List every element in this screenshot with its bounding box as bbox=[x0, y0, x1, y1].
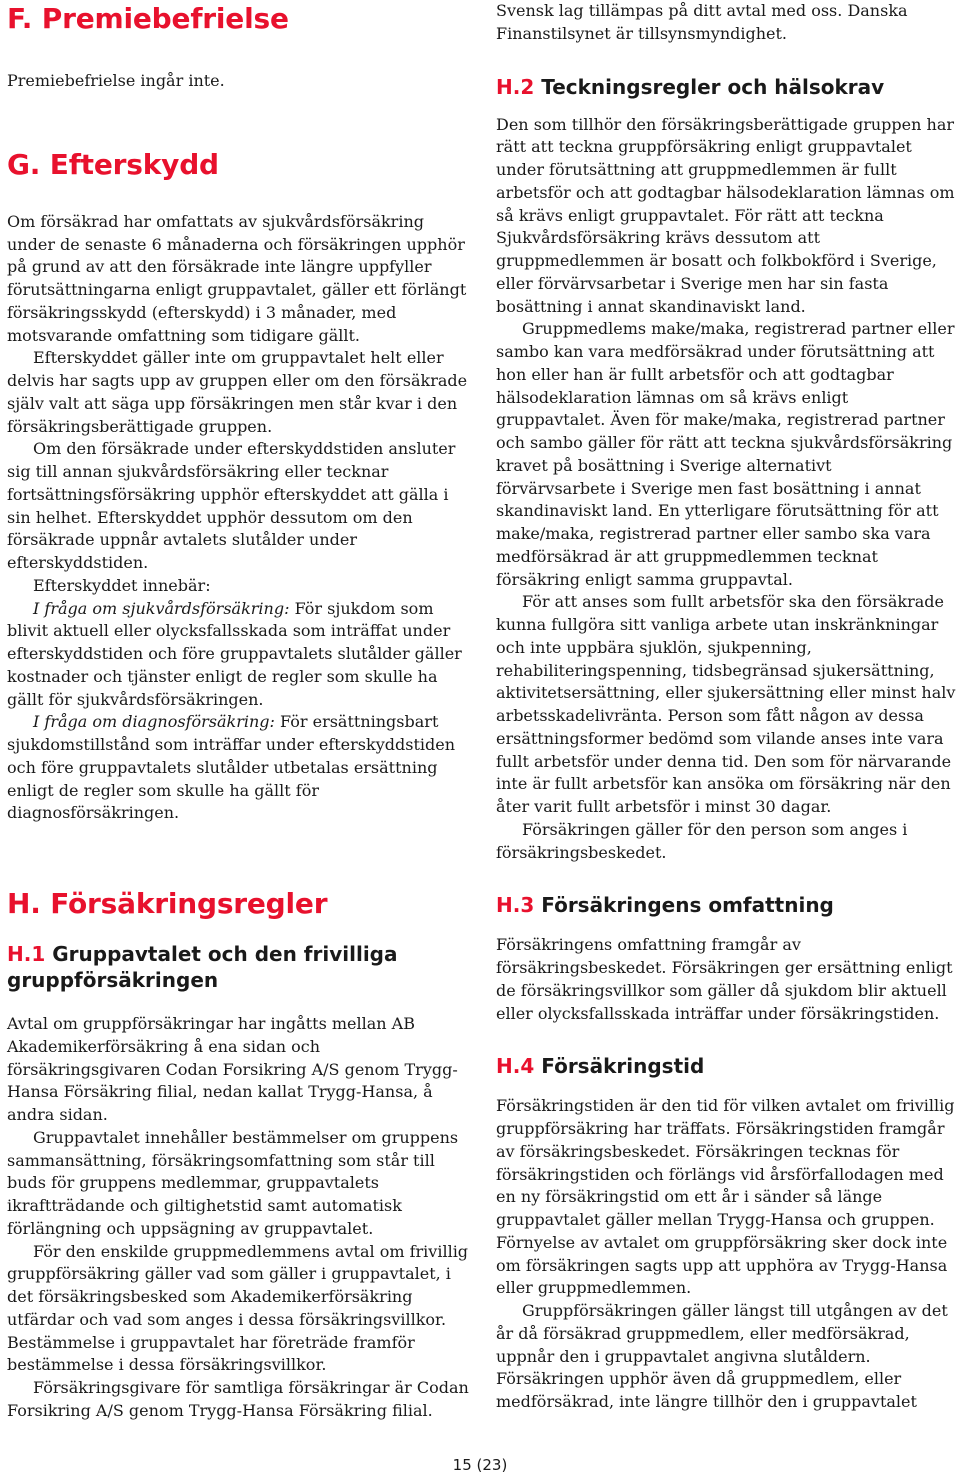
section-h1-paragraph: Avtal om gruppförsäkringar har ingåtts mellan AB Akademikerförsäkring å ena sidan och försäkringsgivaren Codan Forsikring A/S genom Trygg-Hansa Försäkring filial, nedan kallat Trygg-Hansa, å andra sidan. bbox=[7, 1014, 458, 1124]
section-g-paragraph: Om försäkrad har omfattats av sjukvårdsförsäkring under de senaste 6 månaderna och försäkringen upphör på grund av att den försäkrade inte längre uppfyller förutsättningarna enligt gruppavtalet, gäller ett förlängt försäkringsskydd (efterskydd) i 3 månader, med motsvarande omfattning som tidigare gällt. bbox=[7, 211, 467, 345]
subsection-number: H.1 bbox=[7, 942, 46, 966]
section-g-paragraph bbox=[7, 711, 477, 825]
subsection-number: H.4 bbox=[496, 1054, 535, 1079]
section-h3-paragraph: Försäkringens omfattning framgår av försäkringsbeskedet. Försäkringen ger ersättning enligt de försäkringsvillkor som gäller då sjukdom blir aktuell eller olycksfallsskada inträffar under försäkringstiden. bbox=[496, 935, 953, 1023]
section-h1-paragraph: För den enskilde gruppmedlemmens avtal om frivillig gruppförsäkring gäller vad som gäller i gruppavtalet, i det försäkringsbesked som Akademikerförsäkring utfärdar och vad som anges i dessa försäkringsvillkor. Bestämmelse i gruppavtalet har företräde framför bestämmelse i dessa försäkringsvillkor. bbox=[7, 1241, 469, 1375]
page-number: 15 (23) bbox=[452, 1456, 508, 1474]
subsection-h1-heading bbox=[7, 941, 477, 993]
section-h2-paragraph: Försäkringen gäller för den person som anges i försäkringsbeskedet. bbox=[496, 819, 908, 862]
subsection-number: H.2 bbox=[496, 74, 535, 99]
section-g-paragraph: Efterskyddet innebär: bbox=[33, 575, 211, 595]
section-h-heading: H. Försäkringsregler bbox=[7, 887, 328, 920]
section-g-paragraph: Efterskyddet gäller inte om gruppavtalet helt eller delvis har sagts upp av gruppen eller om den försäkrade själv valt att säga upp försäkringen men står kvar i den försäkringsberättigade gruppen. bbox=[7, 348, 468, 436]
subsection-h4-heading bbox=[496, 1053, 956, 1079]
subsection-title: Teckningsregler och hälsokrav bbox=[534, 74, 885, 99]
left-column bbox=[7, 0, 477, 1423]
section-f-heading: F. Premiebefrielse bbox=[7, 2, 289, 35]
section-h4-paragraph: Gruppförsäkringen gäller längst till utgången av det år då försäkrad gruppmedlem, eller medförsäkrad, uppnår den i gruppavtalet angivna slutåldern. Försäkringen upphör även då gruppmedlem, eller medförsäkrad, inte längre tillhör den i gruppavtalet bbox=[496, 1301, 948, 1411]
section-g-heading: G. Efterskydd bbox=[7, 147, 219, 181]
section-g-paragraph: Om den försäkrade under efterskyddstiden ansluter sig till annan sjukvårdsförsäkring eller tecknar fortsättningsförsäkring upphör efterskyddet att gälla i sin helhet. Efterskyddet upphör dessutom om den försäkrade uppnår avtalets slutålder under efterskyddstiden. bbox=[7, 439, 456, 572]
section-h1-continued: Svensk lag tillämpas på ditt avtal med oss. Danska Finanstilsynet är tillsynsmyndighet. bbox=[496, 1, 908, 43]
section-h2-paragraph: För att anses som fullt arbetsför ska den försäkrade kunna fullgöra sitt vanliga arbete utan inskränkningar och inte uppbära sjuklön, sjukpenning, rehabiliteringspenning, tidsbegränsad sjukersättning, aktivitetsersättning, eller sjukersättning eller minst halv arbetsskadelivränta. Person som fått någon av dessa ersättningsformer bedömd som vilande anses inte vara fullt arbetsför under denna tid. Den som för närvarande inte är fullt arbetsför kan ansöka om försäkring när den åter varit fullt arbetsför i minst 30 dagar. bbox=[496, 592, 956, 816]
subsection-h2-heading bbox=[496, 74, 956, 100]
subsection-title: Försäkringens omfattning bbox=[534, 893, 834, 918]
right-column bbox=[496, 0, 956, 1414]
paragraph-text: För ersättningsbart sjukdomstillstånd som inträffar under efterskyddstiden och före gruppavtalets slutålder utbetalas ersättning enligt de regler som skulle ha gällt för diagnosförsäkringen. bbox=[7, 712, 455, 823]
section-h2-paragraph: Gruppmedlems make/maka, registrerad partner eller sambo kan vara medförsäkrad under förutsättning att hon eller han är fullt arbetsför och att godtagbar hälsodeklaration lämnas om så krävs enligt gruppavtalet. Även för make/maka, registrerad partner och sambo gäller för rätt att teckna sjukvårdsförsäkring kravet på bosättning i Sverige alternativt förvärvsarbete i Sverige men fast bosättning i annat skandinaviskt land. En ytterligare förutsättning för att make/maka, registrerad partner eller sambo ska vara medförsäkrad är att gruppmedlemmen tecknat försäkring enligt samma gruppavtal. bbox=[496, 319, 955, 589]
section-f-text: Premiebefrielse ingår inte. bbox=[7, 71, 225, 90]
emphasis-label: I fråga om diagnosförsäkring: bbox=[33, 712, 275, 732]
subsection-title: Försäkringstid bbox=[534, 1054, 705, 1079]
subsection-title: Gruppavtalet och den frivilliga gruppförsäkringen bbox=[7, 942, 398, 992]
section-h4-paragraph: Försäkringstiden är den tid för vilken avtalet om frivillig gruppförsäkring har träffats. Försäkringstiden framgår av försäkringsbeskedet. Försäkringen tecknas för försäkringstiden och förlängs vid årsförfallodagen med en ny försäkringstid om ett år i sänder så länge gruppavtalet gäller mellan Trygg-Hansa och gruppen. Förnyelse av avtalet om gruppförsäkring sker dock inte om försäkringen sagts upp att upphöra av Trygg-Hansa eller gruppmedlemmen. bbox=[496, 1096, 955, 1298]
section-g-paragraph bbox=[7, 598, 477, 712]
subsection-number: H.3 bbox=[496, 893, 535, 918]
emphasis-label: I fråga om sjukvårdsförsäkring: bbox=[33, 598, 290, 618]
section-h2-paragraph: Den som tillhör den försäkringsberättigade gruppen har rätt att teckna gruppförsäkring enligt gruppavtalet under förutsättning att gruppmedlemmen är fullt arbetsför och att godtagbar hälsodeklaration lämnas om så krävs enligt gruppavtalet. För rätt att teckna Sjukvårdsförsäkring krävs dessutom att gruppmedlemmen är bosatt och folkbokförd i Sverige, eller förvärvsarbetar i Sverige men har sin fasta bosättning i annat skandinaviskt land. bbox=[496, 114, 955, 316]
section-h1-paragraph: Gruppavtalet innehåller bestämmelser om gruppens sammansättning, försäkringsomfattning som står till buds för gruppens medlemmar, gruppavtalets ikraftträdande och giltighetstid samt automatisk förlängning och uppsägning av gruppavtalet. bbox=[7, 1127, 459, 1238]
paragraph-text: För sjukdom som blivit aktuell eller olycksfallsskada som inträffat under efterskyddstiden och före gruppavtalets slutålder gäller kostnader och tjänster enligt de regler som skulle ha gällt för sjukvårdsförsäkringen. bbox=[7, 598, 462, 709]
subsection-h3-heading bbox=[496, 892, 956, 918]
section-h1-paragraph: Försäkringsgivare för samtliga försäkringar är Codan Forsikring A/S genom Trygg-Hansa Försäkring filial. bbox=[7, 1378, 469, 1420]
